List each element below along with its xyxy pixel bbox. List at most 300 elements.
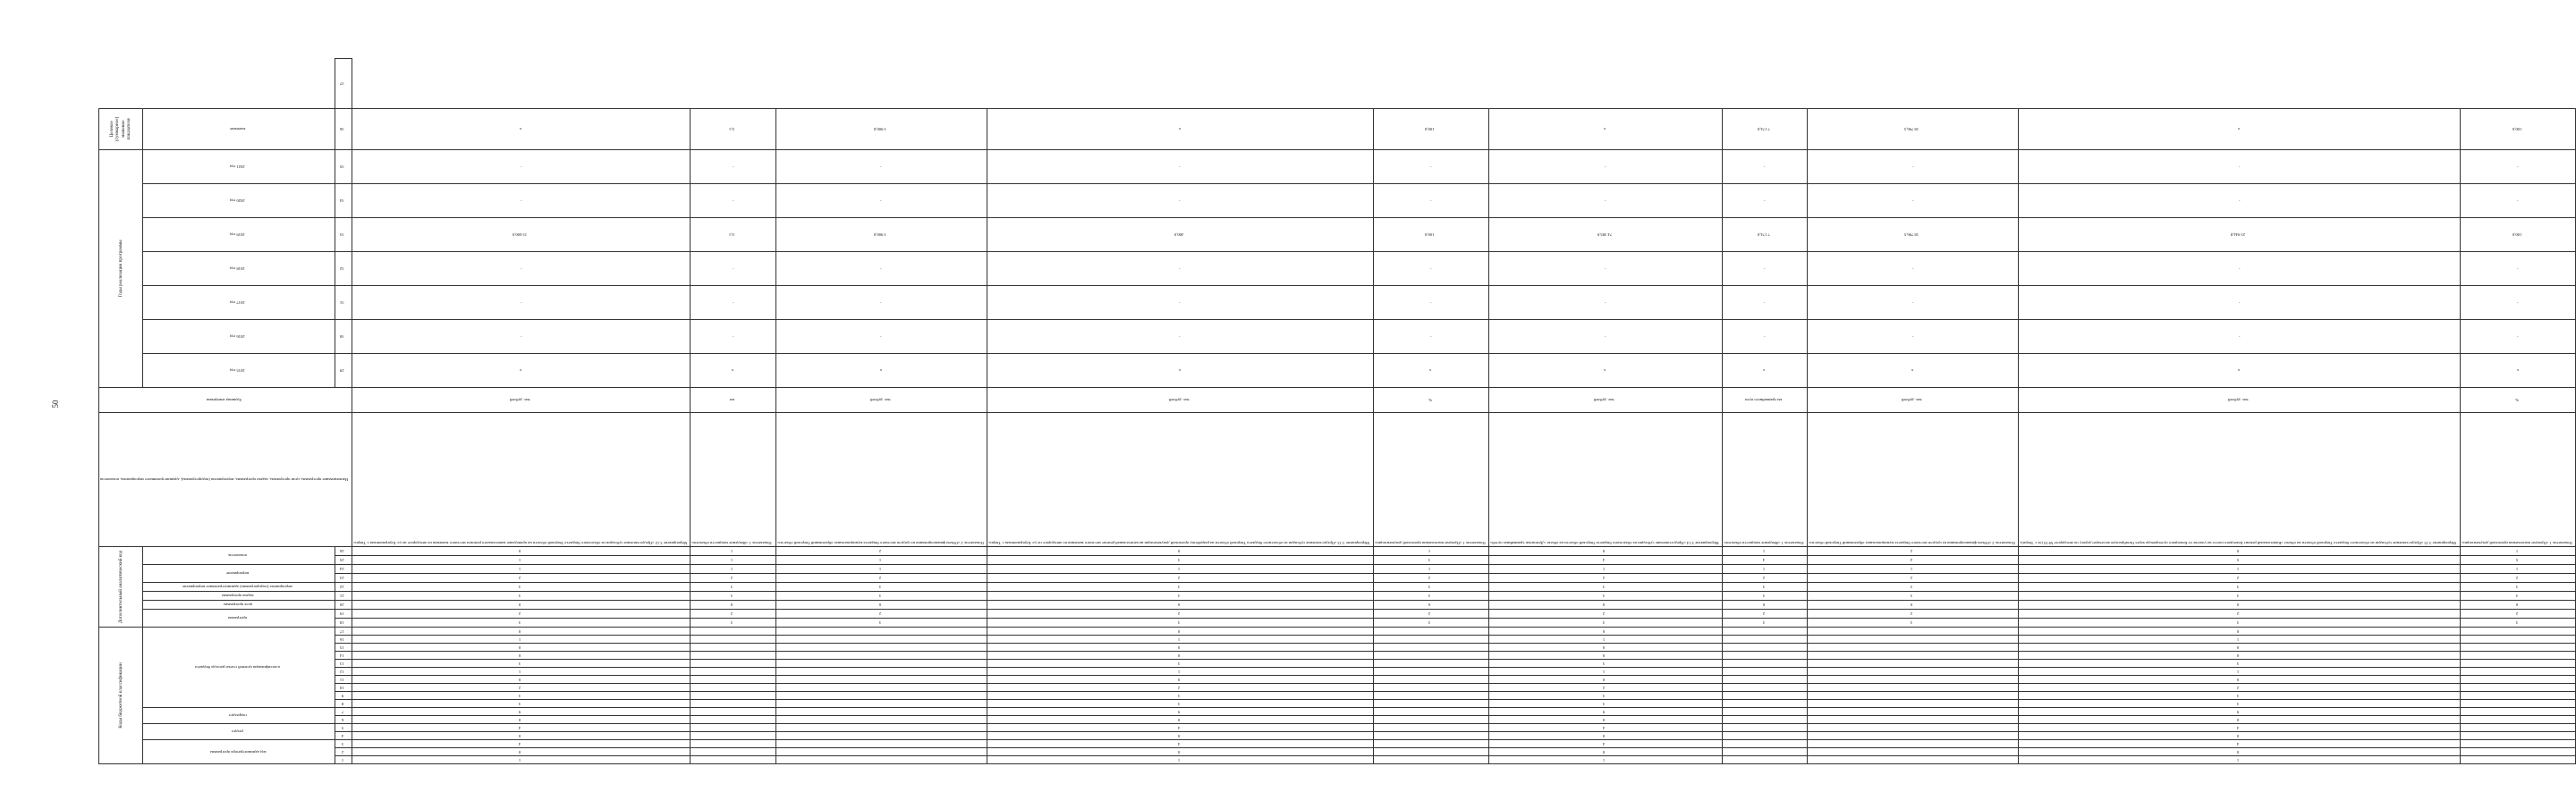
- row-year-value-text: -: [880, 164, 882, 170]
- col-number-36-text: 36: [340, 127, 344, 132]
- code-digit: [775, 724, 987, 732]
- analytic-digit: [352, 565, 691, 574]
- row-year-value-text: х: [2516, 368, 2519, 374]
- row-year-value-text: -: [732, 164, 734, 170]
- row-target-text: 7 174,0: [1757, 127, 1770, 132]
- row-target: [1488, 108, 1722, 149]
- analytic-digit-text: 3: [731, 594, 733, 599]
- rotated-table-frame: [98, 58, 2572, 764]
- code-digit: [352, 676, 691, 684]
- analytic-digit: [2019, 556, 2461, 565]
- code-digit: [2019, 716, 2461, 724]
- table-row: [987, 59, 1373, 764]
- code-digit: [987, 660, 1373, 668]
- code-digit: [1808, 676, 2019, 684]
- code-digit-text: 1: [519, 757, 521, 763]
- row-year-value: [775, 353, 987, 387]
- table-row: [1488, 59, 1722, 764]
- code-digit: [2019, 684, 2461, 692]
- row-name: [1373, 412, 1488, 546]
- row-year-value-text: -: [1764, 266, 1766, 272]
- analytic-digit: [1722, 601, 1807, 610]
- code-digit-text: 0: [2237, 717, 2240, 722]
- analytic-digit: [1373, 619, 1488, 628]
- code-digit: [352, 692, 691, 700]
- code-digit: [987, 652, 1373, 660]
- code-digit: [2019, 748, 2461, 756]
- code-digit: [691, 732, 775, 740]
- row-year-value: [987, 149, 1373, 183]
- analytic-digit: [987, 556, 1373, 565]
- analytic-digit-text: 3: [1428, 585, 1431, 590]
- analytic-digit: [775, 546, 987, 555]
- analytic-digit: [775, 619, 987, 628]
- row-target: [2019, 108, 2461, 149]
- row-year-value-text: -: [1429, 266, 1432, 272]
- col-number-6-text: 6: [341, 717, 343, 722]
- row-target-text: 3 900,0: [874, 127, 886, 132]
- row-target: [352, 108, 691, 149]
- code-digit-text: 2: [1603, 685, 1606, 690]
- row-year-value-text: х: [1604, 368, 1606, 374]
- header-year-2-text: 2017 год: [230, 300, 246, 306]
- col-number-16-text: 16: [340, 636, 344, 642]
- code-digit: [987, 644, 1373, 652]
- code-digit-text: 0: [1177, 653, 1181, 658]
- code-digit-text: 0: [2237, 749, 2240, 754]
- code-digit: [1808, 732, 2019, 740]
- code-digit: [1722, 636, 1807, 644]
- col-number-25-text: 25: [340, 558, 344, 563]
- analytic-digit-text: 0: [519, 549, 521, 554]
- analytic-digit-text: 2: [519, 611, 521, 617]
- analytic-digit: [1808, 583, 2019, 592]
- header-subsection-text: подраздел: [228, 713, 247, 719]
- row-year-value-text: -: [1179, 300, 1181, 306]
- row-name: [1808, 412, 2019, 546]
- code-digit: [691, 668, 775, 676]
- row-target: [1722, 108, 1807, 149]
- code-digit-text: 3: [2237, 693, 2240, 698]
- code-digit: [2461, 732, 2576, 740]
- code-digit: [987, 628, 1373, 636]
- col-number-13-text: 13: [340, 661, 344, 666]
- code-digit-text: 0: [1177, 749, 1181, 754]
- col-number-9: [335, 692, 352, 700]
- code-digit: [2019, 628, 2461, 636]
- code-digit-text: 1: [2237, 636, 2240, 642]
- code-digit: [1808, 708, 2019, 716]
- row-year-value-text: -: [880, 198, 882, 204]
- col-number-18-text: 18: [340, 620, 344, 626]
- row-year-value: [352, 251, 691, 285]
- code-digit: [2461, 676, 2576, 684]
- col-number-18: [335, 619, 352, 628]
- code-digit: [987, 716, 1373, 724]
- code-digit-text: 0: [2237, 677, 2240, 682]
- row-year-value: [1373, 149, 1488, 183]
- row-unit: [1373, 387, 1488, 412]
- code-digit: [1373, 708, 1488, 716]
- col-number-34-text: 34: [340, 198, 344, 204]
- code-digit: [1373, 724, 1488, 732]
- analytic-digit: [1488, 556, 1722, 565]
- row-year-value-text: -: [520, 198, 522, 204]
- analytic-digit: [352, 619, 691, 628]
- col-number-8: [335, 700, 352, 708]
- analytic-digit: [1808, 601, 2019, 610]
- code-digit-text: 4: [519, 741, 521, 746]
- analytic-digit: [2461, 610, 2576, 619]
- row-unit: [1722, 387, 1807, 412]
- code-digit-text: 1: [1603, 757, 1606, 763]
- analytic-digit-text: 2: [1177, 576, 1181, 581]
- code-digit: [987, 700, 1373, 708]
- header-admin-code-text: код администратора программы: [209, 749, 267, 754]
- code-digit-text: 0: [2237, 628, 2240, 634]
- analytic-digit: [691, 610, 775, 619]
- row-year-value-text: -: [1179, 164, 1181, 170]
- code-digit-text: 0: [1603, 628, 1606, 634]
- row-year-value-text: х: [1763, 368, 1766, 374]
- analytic-digit-text: 3: [1603, 594, 1606, 599]
- analytic-digit: [1488, 601, 1722, 610]
- col-number-11: [335, 676, 352, 684]
- code-digit: [1808, 748, 2019, 756]
- header-section: [142, 724, 335, 740]
- row-unit: [775, 387, 987, 412]
- code-digit: [1488, 732, 1722, 740]
- row-year-value-text: х: [879, 368, 882, 374]
- row-year-value-text: -: [2238, 334, 2241, 340]
- col-number-30-text: 30: [340, 334, 344, 340]
- code-digit-text: 3: [1177, 661, 1181, 666]
- analytic-digit-text: 2: [2237, 576, 2240, 581]
- analytic-digit: [1722, 574, 1807, 583]
- col-number-30: [335, 319, 352, 353]
- analytic-digit: [1808, 610, 2019, 619]
- code-digit: [691, 660, 775, 668]
- analytic-digit: [1373, 574, 1488, 583]
- col-number-14: [335, 652, 352, 660]
- col-number-9-text: 9: [341, 693, 343, 698]
- header-target-article: [142, 628, 335, 708]
- code-digit: [1373, 628, 1488, 636]
- code-digit: [2019, 708, 2461, 716]
- code-digit-text: 3: [1603, 693, 1606, 698]
- row-unit: [2461, 387, 2576, 412]
- row-year-value: [1808, 149, 2019, 183]
- code-digit: [1373, 668, 1488, 676]
- analytic-digit: [1373, 610, 1488, 619]
- col-number-14-text: 14: [340, 653, 344, 658]
- row-year-value: [1488, 149, 1722, 183]
- col-number-3: [335, 740, 352, 748]
- header-year-5-text: 2020 год: [230, 198, 246, 204]
- analytic-digit: [2019, 583, 2461, 592]
- analytic-digit: [1722, 610, 1807, 619]
- table-row: [775, 59, 987, 764]
- code-digit: [2019, 700, 2461, 708]
- row-year-value: [1722, 285, 1807, 319]
- row-target: [775, 108, 987, 149]
- header-year-6-text: 2021 год: [230, 164, 246, 170]
- row-year-value-text: -: [1764, 334, 1766, 340]
- header-target-article-text: классификация целевой статьи расхода бюджета: [195, 665, 281, 670]
- analytic-digit: [2461, 556, 2576, 565]
- row-unit: [691, 387, 775, 412]
- analytic-digit: [352, 610, 691, 619]
- col-number-11-text: 11: [340, 677, 344, 682]
- code-digit-text: 9: [1177, 709, 1181, 714]
- row-year-value-text: х: [731, 368, 734, 374]
- row-year-value-text: -: [2517, 164, 2519, 170]
- analytic-digit-text: 0: [1177, 603, 1181, 608]
- code-digit: [2461, 724, 2576, 732]
- row-name: [1722, 412, 1807, 546]
- code-digit: [1722, 732, 1807, 740]
- code-digit: [1722, 692, 1807, 700]
- analytic-digit-text: 2: [1911, 611, 1913, 617]
- code-digit: [1722, 668, 1807, 676]
- header-year-3-text: 2018 год: [230, 266, 246, 272]
- code-digit-text: 4: [1177, 725, 1181, 730]
- row-year-value: [1722, 353, 1807, 387]
- analytic-digit: [1808, 619, 2019, 628]
- row-year-value-text: 3 900,0: [874, 232, 886, 238]
- row-unit-text: тыс. рублей: [1594, 398, 1615, 403]
- analytic-digit: [1488, 546, 1722, 555]
- code-digit: [1808, 756, 2019, 764]
- analytic-digit-text: 3: [1762, 594, 1765, 599]
- analytic-digit-text: 1: [1762, 549, 1765, 554]
- code-digit: [1808, 684, 2019, 692]
- code-digit: [691, 700, 775, 708]
- row-year-value: [2019, 285, 2461, 319]
- code-digit: [2461, 716, 2576, 724]
- row-year-value-text: -: [1429, 164, 1432, 170]
- header-analytic-group-text: Дополнительный аналитический код: [117, 550, 123, 624]
- code-digit: [352, 628, 691, 636]
- code-digit-text: 2: [1177, 685, 1181, 690]
- analytic-digit: [691, 592, 775, 601]
- col-number-25: [335, 556, 352, 565]
- header-unit-col: [99, 387, 352, 412]
- row-name-text: Показатель 2 «Объем финансирования из средств местного бюджета муниципальных образований Тверской области»: [776, 540, 984, 545]
- row-name-text: Мероприятие 3.14 «Предоставление субсидии из областного бюджета Тверской области на объект «Демонтаж трамвайных путей»: [1489, 540, 1719, 545]
- row-year-value-text: 0,1: [729, 232, 735, 238]
- analytic-digit: [1488, 610, 1722, 619]
- row-year-value: [987, 251, 1373, 285]
- row-year-value: [775, 285, 987, 319]
- col-number-19-text: 19: [340, 611, 344, 617]
- row-year-value-text: -: [732, 198, 734, 204]
- row-year-value-text: -: [520, 266, 522, 272]
- col-number-7: [335, 708, 352, 716]
- code-digit-text: 4: [1603, 725, 1606, 730]
- row-year-value-text: -: [2517, 334, 2519, 340]
- row-unit-text: км трамвайного пути: [1745, 398, 1783, 403]
- row-name: [2461, 412, 2576, 546]
- analytic-digit: [2019, 574, 2461, 583]
- col-number-24: [335, 565, 352, 574]
- code-digit: [1488, 740, 1722, 748]
- row-year-value: [2461, 183, 2576, 217]
- row-year-value: [2461, 319, 2576, 353]
- code-digit: [987, 668, 1373, 676]
- row-unit-text: %: [1428, 398, 1432, 403]
- row-unit-text: тыс. рублей: [1168, 398, 1190, 403]
- analytic-digit: [352, 546, 691, 555]
- col-number-12-text: 12: [340, 669, 344, 674]
- analytic-digit-text: 2: [2515, 576, 2518, 581]
- row-year-value-text: х: [1911, 368, 1914, 374]
- analytic-digit: [2019, 601, 2461, 610]
- analytic-digit-text: 3: [1762, 585, 1765, 590]
- code-digit: [1808, 700, 2019, 708]
- row-year-value: [1373, 353, 1488, 387]
- analytic-digit-text: 1: [1177, 567, 1181, 572]
- analytic-digit-text: 3: [1428, 594, 1431, 599]
- col-number-12: [335, 668, 352, 676]
- row-year-value-text: -: [1179, 266, 1181, 272]
- analytic-digit: [691, 556, 775, 565]
- analytic-digit-text: 3: [2237, 594, 2240, 599]
- row-name-text: Мероприятие 3.15 «Предоставление субсидии из областного бюджета Тверской области на объект «Капитальный ремонт Бежецкого шоссе на участке от Бежецкого путепровода через Октябрьскую железную дорогу по автодороге М-10 (от г. Твери)»: [2020, 540, 2457, 545]
- col-number-35-text: 35: [340, 164, 344, 170]
- table-row: [2019, 59, 2461, 764]
- row-year-value-text: -: [880, 334, 882, 340]
- code-digit: [691, 716, 775, 724]
- row-name-text: Мероприятие 3.13 «Предоставление субсидии из областного бюджета Тверской области на разработку проектной документации на капитальный ремонт местного значения по автодороге по ул. Бертрановская г. Твери»: [987, 540, 1370, 545]
- code-digit: [2019, 652, 2461, 660]
- row-year-value-text: -: [2517, 198, 2519, 204]
- code-digit-text: 3: [1177, 701, 1181, 706]
- row-year-value-text: -: [2517, 266, 2519, 272]
- code-digit-text: 9: [1603, 709, 1606, 714]
- code-digit: [352, 732, 691, 740]
- row-unit-text: км: [729, 398, 734, 403]
- row-target-text: 100,0: [2512, 127, 2522, 132]
- code-digit: [352, 660, 691, 668]
- code-digit: [1808, 692, 2019, 700]
- row-year-value-text: -: [1911, 266, 1914, 272]
- col-number-21-text: 21: [340, 594, 344, 599]
- code-digit: [1488, 644, 1722, 652]
- row-year-value-text: -: [732, 300, 734, 306]
- analytic-digit: [1722, 556, 1807, 565]
- row-target: [2461, 108, 2576, 149]
- code-digit: [1373, 652, 1488, 660]
- code-digit: [775, 644, 987, 652]
- row-target-text: 0,1: [729, 127, 735, 132]
- code-digit-text: 3: [1603, 701, 1606, 706]
- analytic-digit: [775, 574, 987, 583]
- code-digit: [987, 692, 1373, 700]
- code-digit: [1722, 708, 1807, 716]
- code-digit-text: 1: [1177, 636, 1181, 642]
- row-year-value: [352, 149, 691, 183]
- analytic-digit-text: 0: [878, 603, 882, 608]
- analytic-digit-text: 1: [2515, 549, 2518, 554]
- analytic-digit-text: 1: [2237, 567, 2240, 572]
- row-year-value: [691, 285, 775, 319]
- header-analytic-3-text: мероприятие (подпрограммы) административное мероприятие: [182, 585, 293, 590]
- row-year-value-text: -: [520, 334, 522, 340]
- analytic-digit-text: 1: [1911, 567, 1913, 572]
- code-digit: [775, 740, 987, 748]
- analytic-digit: [2019, 610, 2461, 619]
- code-digit-text: 4: [1603, 741, 1606, 746]
- code-digit: [691, 652, 775, 660]
- analytic-digit: [775, 610, 987, 619]
- analytic-digit-text: 3: [1603, 620, 1606, 626]
- analytic-digit: [987, 565, 1373, 574]
- analytic-digit-text: 0: [2515, 603, 2518, 608]
- analytic-digit-text: 3: [1177, 594, 1181, 599]
- code-digit: [1373, 676, 1488, 684]
- analytic-digit-text: 1: [1603, 567, 1606, 572]
- header-year-4: [142, 217, 335, 251]
- code-digit-text: 0: [2237, 645, 2240, 650]
- col-number-31-text: 31: [340, 300, 344, 306]
- col-number-17: [335, 628, 352, 636]
- code-digit: [352, 668, 691, 676]
- code-digit: [1722, 756, 1807, 764]
- code-digit: [352, 724, 691, 732]
- analytic-digit: [1373, 583, 1488, 592]
- code-digit-text: 1: [2237, 669, 2240, 674]
- row-year-value: [775, 217, 987, 251]
- analytic-digit-text: 3: [2237, 585, 2240, 590]
- col-number-29: [335, 353, 352, 387]
- code-digit: [2461, 636, 2576, 644]
- col-number-1-text: 1: [341, 757, 343, 763]
- code-digit-text: 0: [519, 628, 521, 634]
- col-number-35: [335, 149, 352, 183]
- analytic-digit-text: 1: [1428, 567, 1431, 572]
- col-number-17-text: 17: [340, 628, 344, 634]
- code-digit: [987, 684, 1373, 692]
- header-year-0: [142, 353, 335, 387]
- row-year-value-text: -: [1605, 198, 1606, 204]
- code-digit: [352, 756, 691, 764]
- code-digit: [1808, 660, 2019, 668]
- header-analytic-0: [142, 610, 335, 628]
- analytic-digit-text: 2: [1428, 611, 1431, 617]
- analytic-digit: [987, 583, 1373, 592]
- code-digit: [2461, 684, 2576, 692]
- code-digit: [691, 628, 775, 636]
- analytic-digit: [987, 610, 1373, 619]
- code-digit: [1373, 692, 1488, 700]
- code-digit-text: 3: [519, 661, 521, 666]
- analytic-digit: [691, 574, 775, 583]
- code-digit: [691, 756, 775, 764]
- analytic-digit-text: 3: [2515, 585, 2518, 590]
- row-name: [691, 412, 775, 546]
- analytic-digit: [2461, 565, 2576, 574]
- header-analytic-1-text: цель программы: [223, 603, 252, 608]
- code-digit: [352, 636, 691, 644]
- col-number-10: [335, 684, 352, 692]
- header-year-3: [142, 251, 335, 285]
- row-year-value: [1808, 319, 2019, 353]
- analytic-digit-text: 3: [878, 585, 882, 590]
- header-analytic-5: [142, 546, 335, 564]
- code-digit: [775, 748, 987, 756]
- code-digit-text: 4: [2237, 741, 2240, 746]
